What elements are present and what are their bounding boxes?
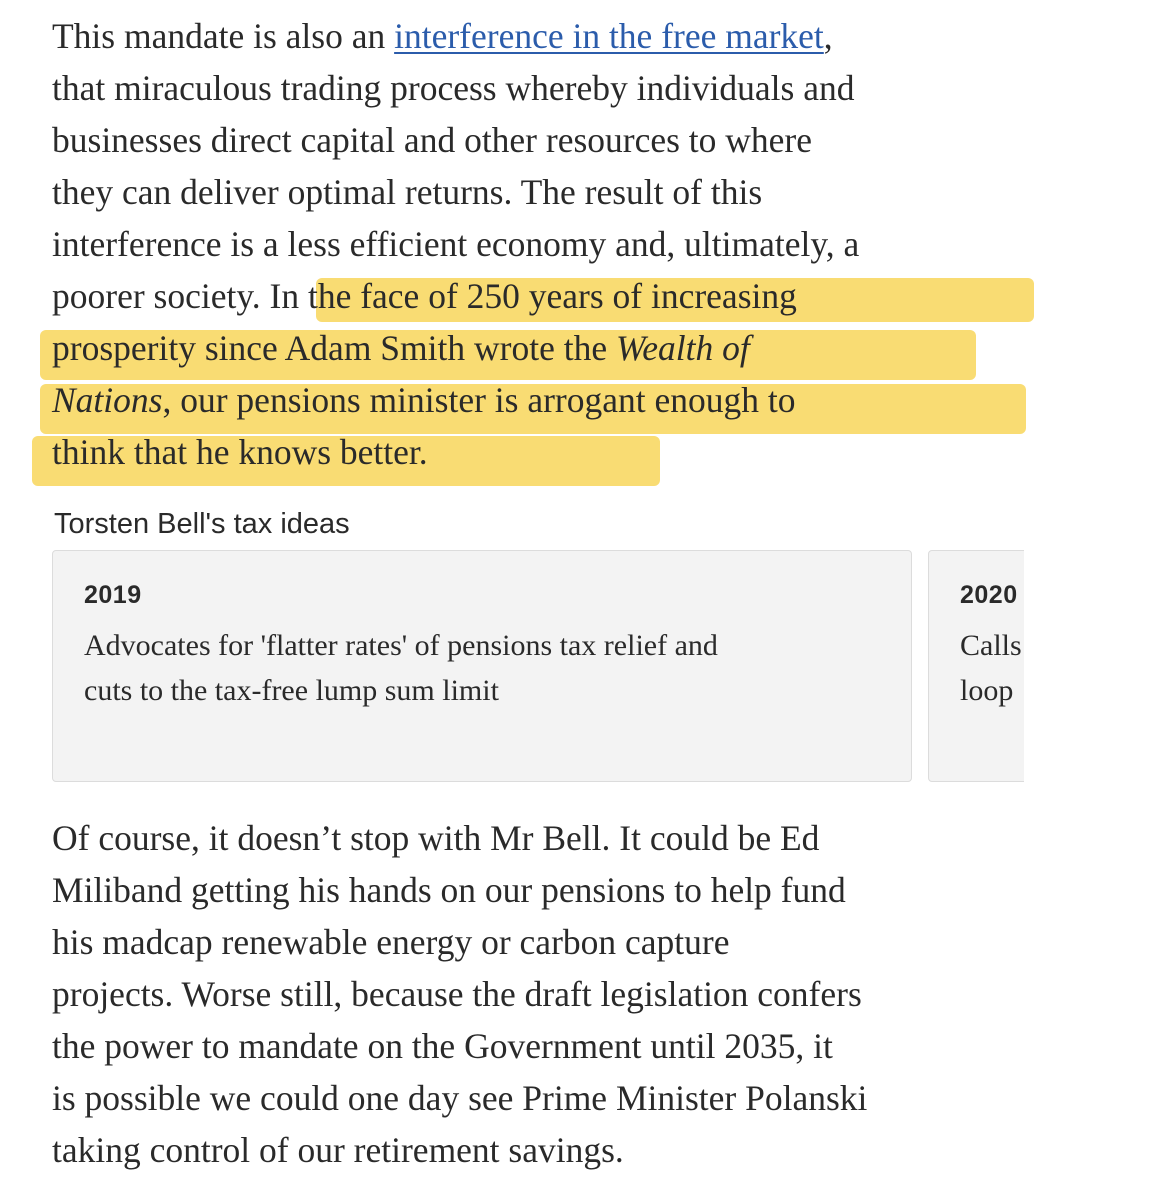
paragraph-line: they can deliver optimal returns. The result of this	[52, 172, 763, 212]
paragraph-line: Miliband getting his hands on our pensions to help fund	[52, 870, 846, 910]
paragraph-line: his madcap renewable energy or carbon capture	[52, 922, 730, 962]
card-line: loop	[960, 674, 1014, 707]
article-paragraph	[52, 812, 1052, 1176]
article-paragraph	[52, 10, 1052, 478]
timeline-card[interactable]	[52, 550, 912, 782]
paragraph-line	[52, 270, 1052, 322]
paragraph-line: taking control of our retirement savings.	[52, 1130, 624, 1170]
text-segment: ,	[823, 16, 833, 56]
card-year: 2019	[84, 581, 142, 609]
text-segment: poorer society.	[52, 276, 270, 316]
highlighted-text: In the face of 250 years of increasing	[269, 276, 797, 316]
card-year: 2020	[960, 581, 1018, 609]
card-line: Advocates for 'flatter rates' of pensions tax relief and	[84, 629, 718, 662]
timeline-card[interactable]	[928, 550, 1024, 782]
paragraph-line	[52, 322, 1052, 374]
paragraph-line: projects. Worse still, because the draft legislation confers	[52, 974, 862, 1014]
card-line: cuts to the tax-free lump sum limit	[84, 674, 499, 707]
book-title-italic: Wealth of	[615, 328, 750, 368]
paragraph-line	[52, 374, 1052, 426]
paragraph-line: the power to mandate on the Government until 2035, it	[52, 1026, 833, 1066]
card-description	[84, 623, 884, 713]
free-market-link[interactable]: interference in the free market	[394, 16, 824, 56]
card-line: Calls	[960, 629, 1022, 662]
highlighted-text: prosperity since Adam Smith wrote the	[52, 328, 616, 368]
paragraph-line: Of course, it doesn’t stop with Mr Bell. It could be Ed	[52, 818, 820, 858]
paragraph-line: think that he knows better.	[52, 432, 428, 472]
paragraph-line: interference is a less efficient economy and, ultimately, a	[52, 224, 860, 264]
text-segment: This mandate is also an	[52, 16, 395, 56]
paragraph-line: businesses direct capital and other resources to where	[52, 120, 813, 160]
paragraph-line: is possible we could one day see Prime Minister Polanski	[52, 1078, 868, 1118]
highlighted-text: , our pensions minister is arrogant enough to	[162, 380, 796, 420]
card-description	[960, 623, 1024, 713]
widget-title: Torsten Bell's tax ideas	[54, 508, 350, 540]
paragraph-line: that miraculous trading process whereby individuals and	[52, 68, 855, 108]
paragraph-line	[52, 10, 1052, 62]
tax-ideas-carousel[interactable]	[52, 550, 1024, 786]
book-title-italic: Nations	[52, 380, 163, 420]
